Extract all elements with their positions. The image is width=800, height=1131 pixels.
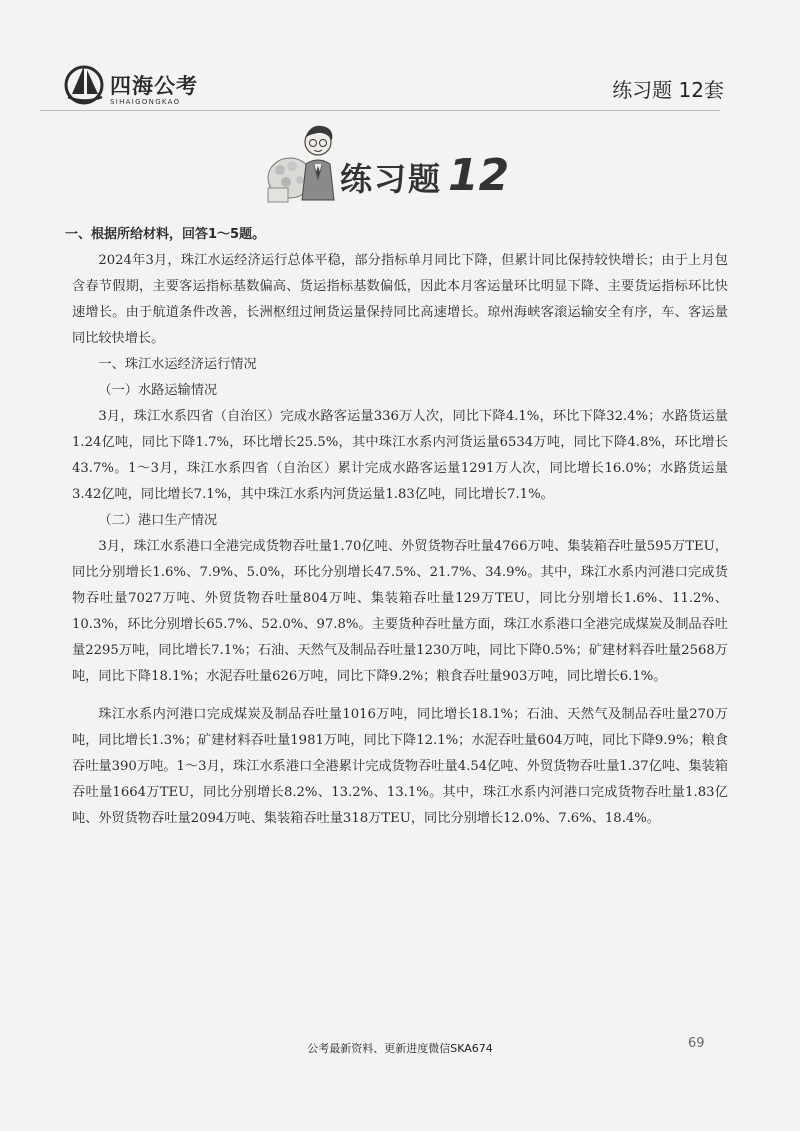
subsection-heading-transport: （一）水路运输情况 [98,383,218,398]
port-paragraph: 3月，珠江水系港口全港完成货物吞吐量1.70亿吨、外贸货物吞吐量4766万吨、集装箱吞吐量595万TEU，同比分别增长1.6%、7.9%、5.0%，环比分别增长47.5%、21.7%、34.9%。其中，珠江水系内河港口完成货物吞吐量7027万吨、外贸货物吞吐量804万吨、集装箱吞吐量129万TEU，同比分别增长1.6%、11.2%、10.3%，环比分别增长65.7%、52.0%、97.8%。主要货种吞吐量方面，珠江水系港口全港完成煤炭及制品吞吐量2295万吨，同比增长7.1%；石油、天然气及制品吞吐量1230万吨，同比下降0.5%；矿建材料吞吐量2568万吨，同比下降18.1%；水泥吞吐量626万吨，同比下降9.2%；粮食吞吐量903万吨，同比增长6.1%。 [72,539,728,684]
transport-paragraph: 3月，珠江水系四省（自治区）完成水路客运量336万人次，同比下降4.1%，环比下降32.4%；水路货运量1.24亿吨，同比下降1.7%，环比增长25.5%，其中珠江水系内河货运量6534万吨，同比下降4.8%，环比增长43.7%。1～3月，珠江水系四省（自治区）累计完成水路客运量1291万人次，同比增长16.0%；水路货运量3.42亿吨，同比增长7.1%，其中珠江水系内河货运量1.83亿吨，同比增长7.1%。 [72,409,728,502]
title-prefix: 练习题 [340,160,443,198]
sailboat-logo-icon [64,60,108,110]
inland-port-paragraph: 珠江水系内河港口完成煤炭及制品吞吐量1016万吨，同比增长18.1%；石油、天然气及制品吞吐量270万吨，同比增长1.3%；矿建材料吞吐量1981万吨，同比下降12.1%；水泥吞吐量604万吨，同比下降9.9%；粮食吞吐量390万吨。1～3月，珠江水系港口全港累计完成货物吞吐量4.54亿吨、外贸货物吞吐量1.37亿吨、集装箱吞吐量1664万TEU，同比分别增长8.2%、13.2%、13.1%。其中，珠江水系内河港口完成货物吞吐量1.83亿吨、外贸货物吞吐量2094万吨、集装箱吞吐量318万TEU，同比分别增长12.0%、7.6%、18.4%。 [72,707,728,826]
page-number: 69 [688,1036,705,1051]
brand-name-cn: 四海公考 [110,74,198,98]
section-heading: 一、珠江水运经济运行情况 [98,357,257,372]
subsection-heading-port: （二）港口生产情况 [98,513,218,528]
title-number: 12 [448,150,510,201]
footer-note: 公考最新资料、更新进度微信SKA674 [307,1042,493,1055]
brand-logo [64,60,224,114]
brand-name-en: SIHAIGONGKAO [110,98,181,106]
question-content [65,222,728,832]
set-label: 练习题 12套 [612,78,724,102]
exercise-title [340,150,509,201]
header-divider [40,110,720,111]
intro-paragraph: 2024年3月，珠江水运经济运行总体平稳，部分指标单月同比下降，但累计同比保持较快增长；由于上月包含春节假期，主要客运指标基数偏高、货运指标基数偏低，因此本月客运量环比明显下降、主要货运指标环比快速增长。由于航道条件改善，长洲枢纽过闸货运量保持同比高速增长。琼州海峡客滚运输安全有序，车、客运量同比较快增长。 [72,253,728,346]
question-heading: 一、根据所给材料，回答1～5题。 [65,227,266,242]
page-header [64,58,724,118]
